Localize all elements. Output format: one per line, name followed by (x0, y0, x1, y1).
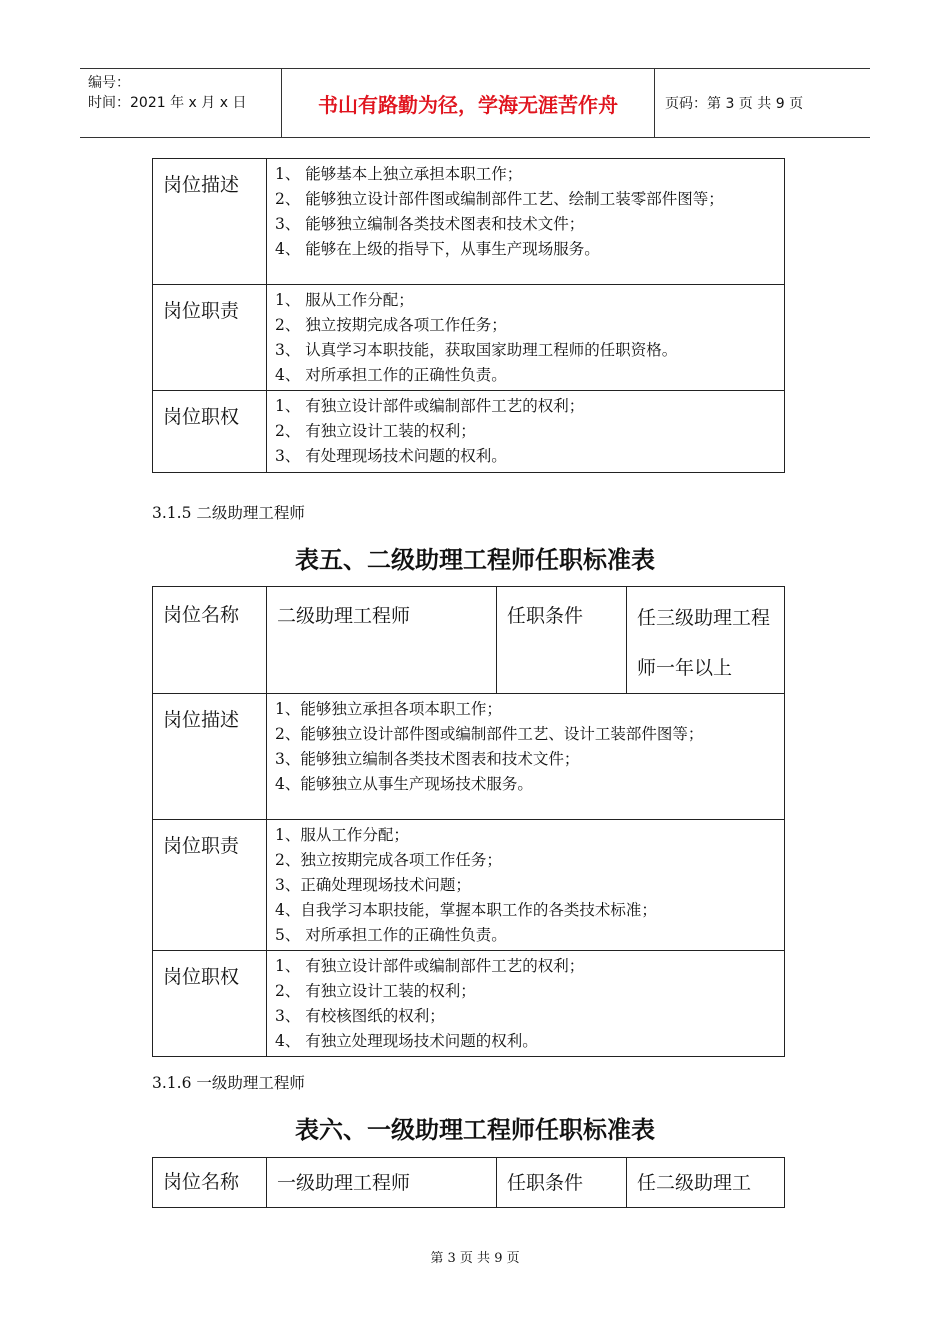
cond-value: 任三级助理工程师一年以上 (627, 587, 785, 694)
name-value: 二级助理工程师 (267, 587, 497, 694)
header-meta (80, 69, 282, 137)
cond-label: 任职条件 (497, 587, 627, 694)
table-row (153, 587, 785, 694)
row-label: 岗位职权 (153, 951, 267, 1057)
page-header (80, 68, 870, 138)
header-time: 时间：2021 年 x 月 x 日 (88, 95, 247, 111)
table-title-6: 表六、一级助理工程师任职标准表 (295, 1116, 655, 1144)
row-content (267, 694, 785, 820)
list-item: 4、能够独立从事生产现场技术服务。 (275, 775, 533, 793)
page-footer: 第 3 页 共 9 页 (430, 1251, 520, 1266)
row-label: 岗位职责 (153, 820, 267, 951)
row-content (267, 951, 785, 1057)
table-row (153, 820, 785, 951)
list-item: 5、 对所承担工作的正确性负责。 (275, 926, 507, 944)
row-label: 岗位职权 (153, 391, 267, 473)
list-item: 2、 有独立设计工装的权利； (275, 982, 476, 1000)
list-item: 4、 能够在上级的指导下，从事生产现场服务。 (275, 240, 600, 258)
list-item: 2、独立按期完成各项工作任务； (275, 851, 502, 869)
list-item: 4、 有独立处理现场技术问题的权利。 (275, 1032, 538, 1050)
list-item: 2、 独立按期完成各项工作任务； (275, 316, 507, 334)
list-item: 1、服从工作分配； (275, 826, 409, 844)
list-item: 2、能够独立设计部件图或编制部件工艺、设计工装部件图等； (275, 725, 704, 743)
table-two-level (152, 586, 785, 1057)
list-item: 3、能够独立编制各类技术图表和技术文件； (275, 750, 580, 768)
cond-label: 任职条件 (497, 1158, 627, 1208)
list-item: 1、 有独立设计部件或编制部件工艺的权利； (275, 397, 585, 415)
table-one-level (152, 1157, 785, 1208)
list-item: 1、能够独立承担各项本职工作； (275, 700, 502, 718)
list-item: 1、 服从工作分配； (275, 291, 414, 309)
table-row (153, 1158, 785, 1208)
name-label: 岗位名称 (153, 587, 267, 694)
table-row (153, 285, 785, 391)
cond-value: 任二级助理工 (627, 1158, 785, 1208)
list-item: 3、正确处理现场技术问题； (275, 876, 471, 894)
row-content (267, 391, 785, 473)
list-item: 3、 认真学习本职技能，获取国家助理工程师的任职资格。 (275, 341, 678, 359)
table-row (153, 951, 785, 1057)
list-item: 1、 有独立设计部件或编制部件工艺的权利； (275, 957, 585, 975)
name-label: 岗位名称 (153, 1158, 267, 1208)
row-label: 岗位描述 (153, 159, 267, 285)
table-row (153, 159, 785, 285)
section-heading-3-1-5: 3.1.5 二级助理工程师 (152, 504, 305, 522)
row-content (267, 820, 785, 951)
list-item: 4、自我学习本职技能，掌握本职工作的各类技术标准； (275, 901, 657, 919)
section-heading-3-1-6: 3.1.6 一级助理工程师 (152, 1074, 305, 1092)
name-value: 一级助理工程师 (267, 1158, 497, 1208)
list-item: 3、 能够独立编制各类技术图表和技术文件； (275, 215, 585, 233)
row-label: 岗位职责 (153, 285, 267, 391)
list-item: 1、 能够基本上独立承担本职工作； (275, 165, 523, 183)
table-row (153, 391, 785, 473)
row-content (267, 159, 785, 285)
list-item: 2、 能够独立设计部件图或编制部件工艺、绘制工装零部件图等； (275, 190, 724, 208)
list-item: 2、 有独立设计工装的权利； (275, 422, 476, 440)
row-content (267, 285, 785, 391)
header-motto: 书山有路勤为径，学海无涯苦作舟 (282, 69, 655, 137)
header-page-info: 页码：第 3 页 共 9 页 (665, 96, 804, 112)
list-item: 3、 有校核图纸的权利； (275, 1007, 445, 1025)
table-title-5: 表五、二级助理工程师任职标准表 (295, 546, 655, 574)
table-three-level-continued (152, 158, 785, 473)
row-label: 岗位描述 (153, 694, 267, 820)
list-item: 4、 对所承担工作的正确性负责。 (275, 366, 507, 384)
list-item: 3、 有处理现场技术问题的权利。 (275, 447, 507, 465)
table-row (153, 694, 785, 820)
header-number: 编号： (88, 75, 130, 91)
